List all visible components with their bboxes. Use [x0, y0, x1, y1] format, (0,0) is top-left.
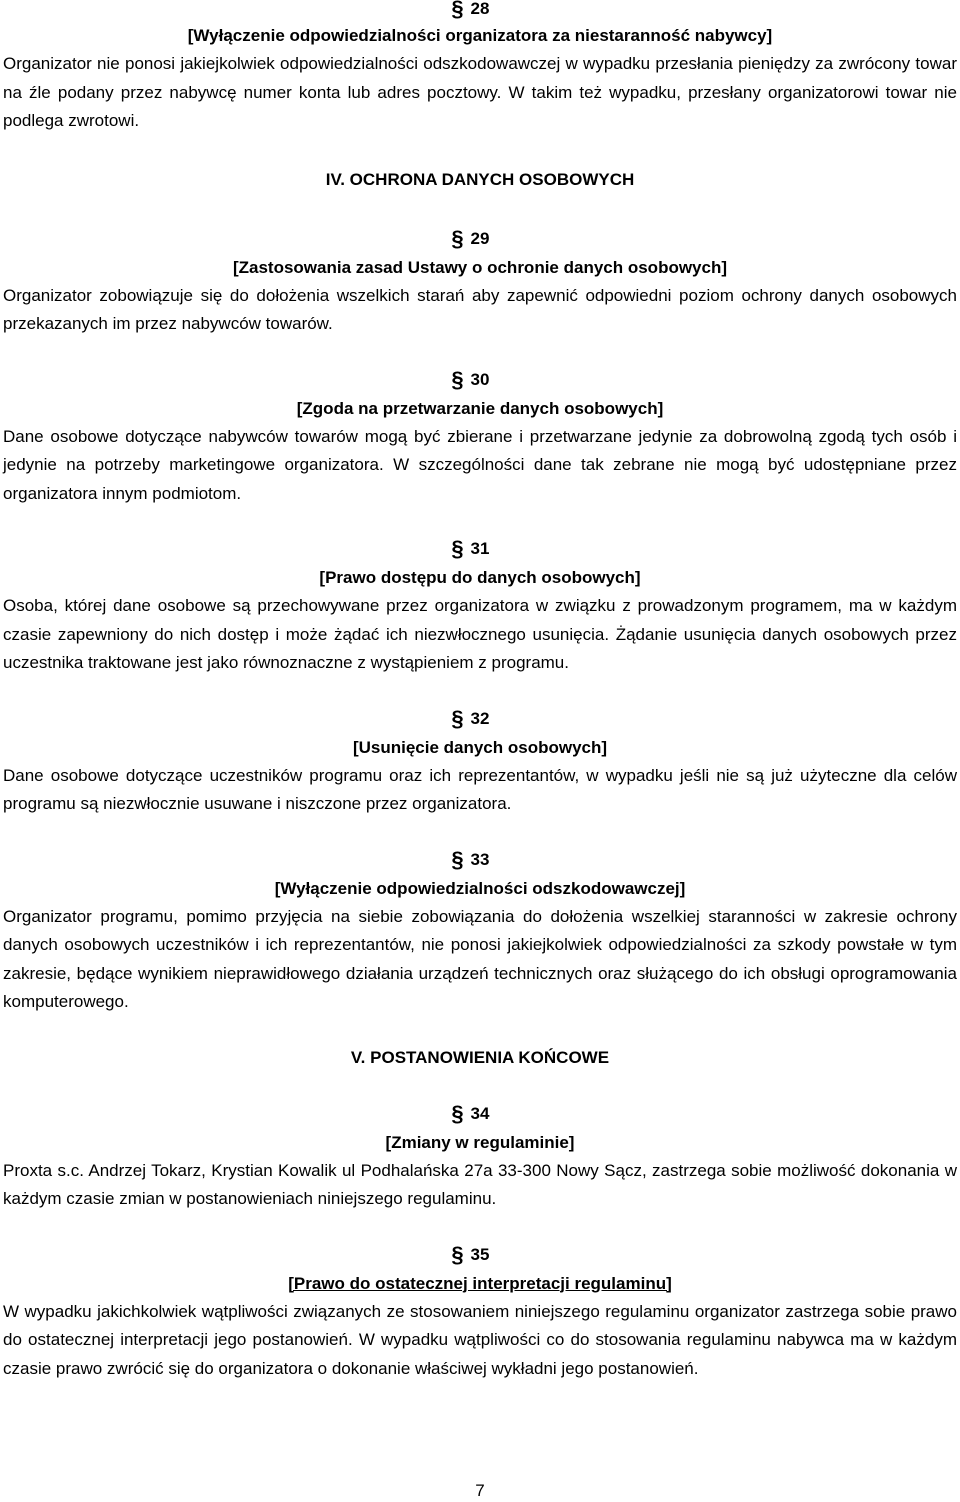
- section-35-title: [3, 1270, 957, 1298]
- section-sign-icon: §: [451, 846, 464, 872]
- section-28-title: [Wyłączenie odpowiedzialności organizatora za niestaranność nabywcy]: [187, 26, 773, 45]
- section-32-title: [Usunięcie danych osobowych]: [352, 737, 608, 757]
- section-number: 30: [470, 369, 490, 389]
- section-35-heading: [3, 1240, 957, 1270]
- section-34-heading: [3, 1099, 957, 1129]
- document-page: [3, 0, 957, 1383]
- section-sign-icon: §: [451, 536, 464, 561]
- section-34-title: [Zmiany w regulaminie]: [385, 1132, 575, 1152]
- section-30-text: Dane osobowe dotyczące nabywców towarów mogą być zbierane i przetwarzane jedynie za dobrowolną zgodą tych osób i jedynie na potrzeby marketingowe organizatora. W szczególności dane tak zebrane nie mogą być udostępniane przez organizatora innym podmiotom.: [3, 426, 957, 503]
- section-32-text: Dane osobowe dotyczące uczestników programu oraz ich reprezentantów, w wypadku jeśli nie są już użyteczne dla celów programu są niezwłocznie usuwane i niszczone przez organizatora.: [3, 765, 957, 813]
- section-number: 35: [470, 1244, 490, 1264]
- section-sign-icon: §: [451, 366, 464, 392]
- section-30-title: [Zgoda na przetwarzanie danych osobowych]: [296, 398, 664, 418]
- section-28-text: Organizator nie ponosi jakiejkolwiek odpowiedzialności odszkodowawczej w wypadku przesłania pieniędzy za zwrócony towar na źle podany przez nabywcę numer konta lub adres pocztowy. W takim też wypadku, przesłany organizatorowi towar nie podlega zwrotowi.: [3, 54, 957, 130]
- section-number: 32: [470, 708, 490, 728]
- section-34-text: Proxta s.c. Andrzej Tokarz, Krystian Kowalik ul Podhalańska 27a 33-300 Nowy Sącz, zastrzega sobie możliwość dokonania w każdym czasie zmian w postanowieniach niniejszego regulaminu.: [3, 1160, 957, 1208]
- section-31-title: [Prawo dostępu do danych osobowych]: [319, 568, 641, 587]
- chapter-4-heading: IV. OCHRONA DANYCH OSOBOWYCH: [325, 169, 635, 189]
- chapter-5-heading: V. POSTANOWIENIA KOŃCOWE: [350, 1047, 610, 1067]
- section-35-title-text: [Prawo do ostatecznej interpretacji regulaminu]: [288, 1273, 672, 1293]
- section-number: 29: [470, 228, 490, 248]
- section-sign-icon: §: [451, 705, 464, 731]
- section-number: 33: [470, 849, 490, 869]
- section-number: 28: [470, 0, 490, 18]
- section-32-heading: [3, 704, 957, 734]
- section-31-text: Osoba, której dane osobowe są przechowywane przez organizatora w związku z prowadzonym programem, ma w każdym czasie zapewniony do nich dostęp i może żądać ich niezwłocznego usunięcia. Żądanie usunięcia danych osobowych przez uczestnika traktowane jest jako równoznaczne z wystąpieniem z programu.: [3, 596, 957, 672]
- section-28-heading: [3, 0, 957, 22]
- section-30-heading: [3, 365, 957, 395]
- section-sign-icon: §: [451, 1100, 464, 1126]
- section-29-title: [Zastosowania zasad Ustawy o ochronie danych osobowych]: [232, 257, 728, 277]
- section-31-heading: [3, 534, 957, 564]
- section-sign-icon: §: [451, 225, 464, 251]
- section-sign-icon: §: [451, 0, 464, 21]
- section-33-title: [Wyłączenie odpowiedzialności odszkodowawczej]: [274, 878, 686, 898]
- section-29-text: Organizator zobowiązuje się do dołożenia wszelkich starań aby zapewnić odpowiedni poziom ochrony danych osobowych przekazanych im przez nabywców towarów.: [3, 285, 957, 333]
- section-35-text: W wypadku jakichkolwiek wątpliwości związanych ze stosowaniem niniejszego regulaminu organizator zastrzega sobie prawo do ostatecznej interpretacji jego postanowień. W wypadku wątpliwości co do stosowania regulaminu nabywca ma w każdym czasie prawo zwrócić się do organizatora o dokonanie właściwej wykładni jego postanowień.: [3, 1301, 957, 1378]
- section-29-heading: [3, 224, 957, 254]
- page-number: 7: [475, 1481, 485, 1500]
- section-33-heading: [3, 845, 957, 875]
- section-number: 31: [470, 539, 490, 558]
- section-33-text: Organizator programu, pomimo przyjęcia na siebie zobowiązania do dołożenia wszelkiej staranności w zakresie ochrony danych osobowych uczestników i ich reprezentantów, nie ponosi jakiejkolwiek odpowiedzialności za szkody powstałe w tym zakresie, będące wynikiem nieprawidłowego działania urządzeń technicznych oraz służącego do ich obsługi oprogramowania komputerowego.: [3, 906, 957, 1011]
- section-sign-icon: §: [451, 1241, 464, 1267]
- section-number: 34: [470, 1103, 490, 1123]
